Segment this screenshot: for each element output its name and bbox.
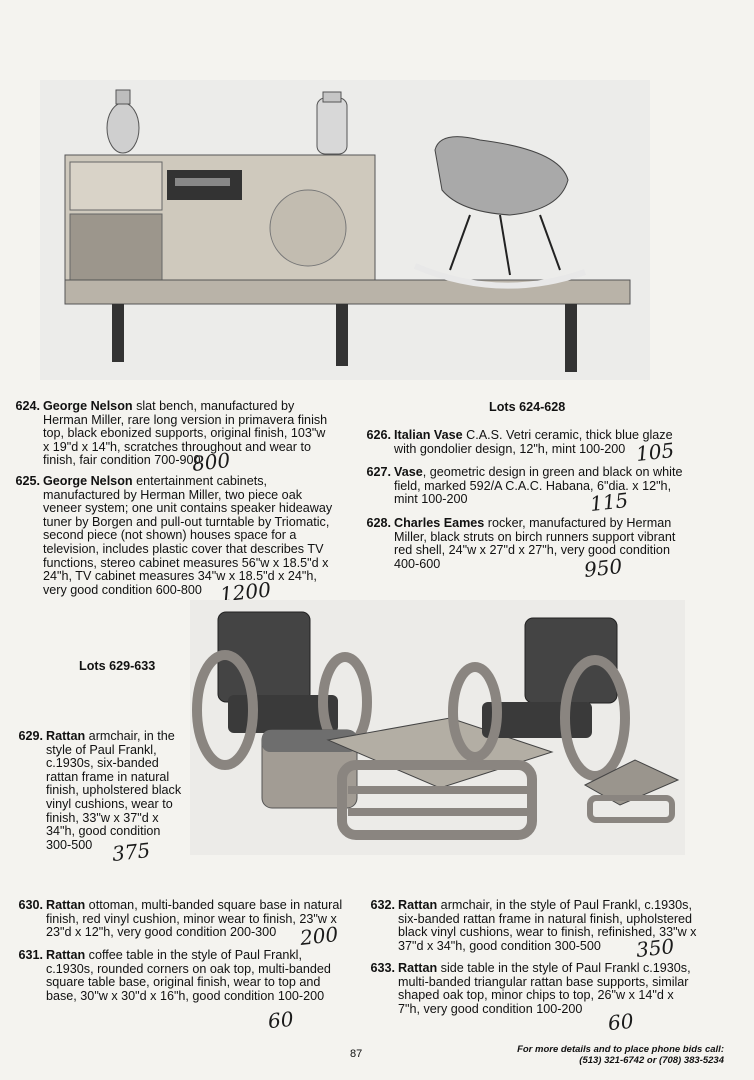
lot-maker: Rattan <box>46 729 86 743</box>
lot-number: 626. <box>366 428 391 442</box>
lot-description: , geometric design in green and black on white field, marked 592/A C.A.C. Habana, 6"dia. x 12"h, mint 100-200 <box>394 465 683 507</box>
lot-description: coffee table in the style of Paul Frankl, c.1930s, rounded corners on oak top, multi-banded square table base, original finish, wear to top and base, 30"w x 30"d x 16"h, good condition 100-200 <box>46 948 331 1003</box>
handwritten-price-629: 375 <box>110 838 152 866</box>
handwritten-price-631: 60 <box>266 1006 295 1034</box>
lots-heading-624-628: Lots 624-628 <box>489 400 566 414</box>
phone-bid-note <box>517 1044 724 1066</box>
lot-633 <box>370 961 698 1016</box>
entertainment-cabinet-image <box>65 155 375 290</box>
handwritten-price-632: 350 <box>634 934 676 962</box>
lot-maker: Rattan <box>46 898 86 912</box>
eames-rocker-image <box>415 137 585 286</box>
lot-number: 633. <box>370 961 395 975</box>
lot-maker: Rattan <box>398 961 438 975</box>
vase-627-image <box>317 92 347 154</box>
phone-bid-note-line1: For more details and to place phone bids call: <box>517 1044 724 1055</box>
vase-626-image <box>107 90 139 153</box>
lot-description: ottoman, multi-banded square base in natural finish, red vinyl cushion, minor wear to finish, 23"w x 23"d x 12"h, very good condition 200-300 <box>46 898 343 940</box>
handwritten-price-633: 60 <box>606 1008 635 1036</box>
handwritten-price-630: 200 <box>298 922 340 950</box>
lot-627 <box>366 465 684 507</box>
handwritten-price-627: 115 <box>588 488 630 516</box>
rattan-side-table-image <box>585 760 678 820</box>
handwritten-price-626: 105 <box>634 438 676 466</box>
lot-number: 632. <box>370 898 395 912</box>
lot-629 <box>18 729 186 852</box>
lot-maker: George Nelson <box>43 399 133 413</box>
handwritten-price-624: 800 <box>190 448 232 476</box>
lot-624 <box>15 399 333 468</box>
lots-heading-629-633: Lots 629-633 <box>79 659 156 673</box>
lot-number: 627. <box>366 465 391 479</box>
lot-number: 629. <box>18 729 43 743</box>
lot-maker: Rattan <box>46 948 86 962</box>
lot-number: 631. <box>18 948 43 962</box>
lot-description: side table in the style of Paul Frankl c.1930s, multi-banded triangular rattan base supports, similar shaped oak top, minor chips to top, 26"w x 14"d x 7"h, very good condition 100-200 <box>398 961 691 1016</box>
handwritten-price-625: 1200 <box>218 577 273 607</box>
phone-bid-note-line2: (513) 321-6742 or (708) 383-5234 <box>579 1055 724 1066</box>
lot-description: entertainment cabinets, manufactured by Herman Miller, two piece oak veneer system; one unit contains speaker hideaway tuner by Borgen and pull-out turntable by Triomatic, second piece (not shown) houses space for a television, includes plastic cover that describes TV functions, stereo cabinet measures 56"w x 18.5"d x 24"h, TV cabinet measures 34"w x 18.5"d x 24"h, very good condition 600-800 <box>43 474 333 597</box>
lot-maker: Vase <box>394 465 423 479</box>
lot-628 <box>366 516 684 571</box>
slat-bench-image <box>65 280 630 372</box>
lot-maker: Italian Vase <box>394 428 463 442</box>
lot-description: rocker, manufactured by Herman Miller, black struts on birch runners support vibrant red shell, 24"w x 27"d x 27"h, very good condition 400-600 <box>394 516 676 571</box>
lot-number: 630. <box>18 898 43 912</box>
photo-rattan-furniture <box>190 600 685 855</box>
lot-number: 625. <box>15 474 40 488</box>
lot-description: C.A.S. Vetri ceramic, thick blue glaze with gondolier design, 12"h, mint 100-200 <box>394 428 673 456</box>
photo-bench-cabinet-rocker <box>40 80 650 380</box>
lot-description: armchair, in the style of Paul Frankl, c.1930s, six-banded rattan frame in natural finish, upholstered black vinyl cushions, wear to finish, 33"w x 37"d x 34"h, good condition 300-500 <box>46 729 182 852</box>
lot-description: slat bench, manufactured by Herman Miller, rare long version in primavera finish top, black ebonized supports, original finish, 103"w x 19"d x 14"h, scratches throughout and wear to finish, fair condition 700-900 <box>43 399 328 468</box>
lot-number: 628. <box>366 516 391 530</box>
lot-maker: Charles Eames <box>394 516 485 530</box>
lot-631 <box>18 948 346 1003</box>
lot-625 <box>15 474 333 597</box>
lot-maker: George Nelson <box>43 474 133 488</box>
page-number: 87 <box>350 1048 363 1060</box>
lot-number: 624. <box>15 399 40 413</box>
handwritten-price-628: 950 <box>582 554 624 582</box>
lot-maker: Rattan <box>398 898 438 912</box>
lot-description: armchair, in the style of Paul Frankl, c.1930s, six-banded rattan frame in natural finish, upholstered black vinyl cushions, wear to finish, refinished, 33"w x 37"d x 34"h, good condition 300-500 <box>398 898 697 953</box>
